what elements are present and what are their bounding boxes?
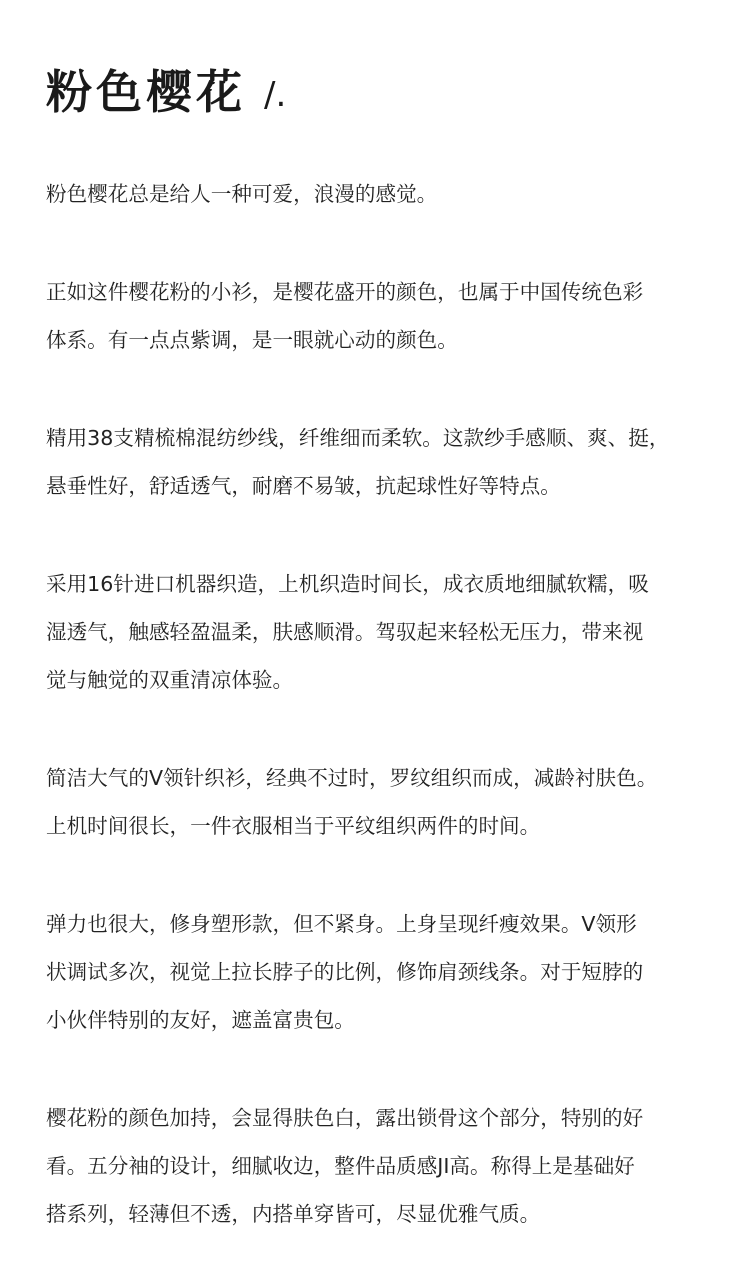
paragraph-5: 简洁大气的V领针织衫，经典不过时，罗纹组织而成，减龄衬肤色。 上机时间很长，一件衣服相当于平纹组织两件的时间。: [46, 766, 658, 838]
title-row: [46, 50, 286, 120]
page-title: 粉色樱花: [46, 65, 246, 119]
paragraph-1: 粉色樱花总是给人一种可爱，浪漫的感觉。: [46, 182, 438, 206]
description-body: [46, 170, 746, 1288]
paragraph-2: 正如这件樱花粉的小衫，是樱花盛开的颜色，也属于中国传统色彩 体系。有一点点紫调，是一眼就心动的颜色。: [46, 280, 644, 352]
paragraph-6: 弹力也很大，修身塑形款，但不紧身。上身呈现纤瘦效果。V领形 状调试多次，视觉上拉长脖子的比例，修饰肩颈线条。对于短脖的 小伙伴特别的友好，遮盖富贵包。: [46, 912, 644, 1032]
paragraph-7: 樱花粉的颜色加持，会显得肤色白，露出锁骨这个部分，特别的好 看。五分袖的设计，细腻收边，整件品质感JI高。称得上是基础好 搭系列，轻薄但不透，内搭单穿皆可，尽显优雅气质。: [46, 1106, 644, 1226]
paragraph-3: 精用38支精梳棉混纺纱线，纤维细而柔软。这款纱手感顺、爽、挺， 悬垂性好，舒适透气，耐磨不易皱，抗起球性好等特点。: [46, 426, 670, 498]
paragraph-4: 采用16针进口机器织造，上机织造时间长，成衣质地细腻软糯，吸 湿透气，触感轻盈温柔，肤感顺滑。驾驭起来轻松无压力，带来视 觉与触觉的双重清凉体验。: [46, 572, 649, 692]
title-slash-mark: /.: [264, 75, 287, 115]
